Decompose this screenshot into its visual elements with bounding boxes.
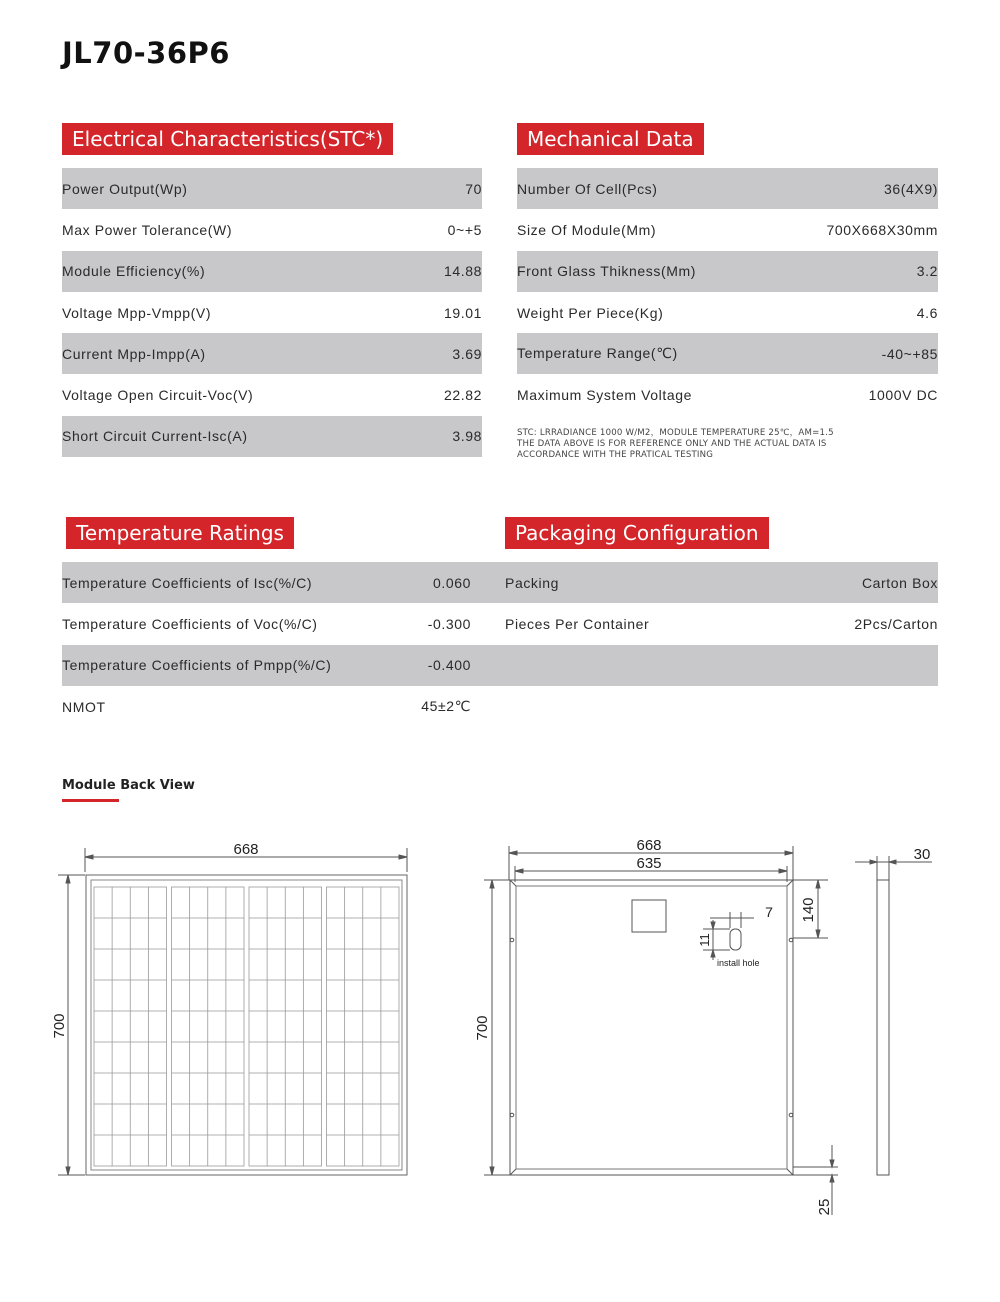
row-label: Power Output(Wp)	[62, 180, 188, 197]
row-label: NMOT	[62, 698, 106, 715]
row-label: Max Power Tolerance(W)	[62, 221, 233, 238]
row-value: 1000V DC	[868, 387, 938, 404]
install-hole-caption: install hole	[717, 958, 760, 968]
row-label: Current Mpp-Impp(A)	[62, 345, 206, 362]
back-panel-drawing	[484, 846, 838, 1215]
row-value: 3.69	[452, 345, 482, 362]
front-width-label: 668	[233, 841, 259, 858]
back-inner-width-label: 635	[636, 855, 662, 872]
back-outer-width-label: 668	[636, 837, 662, 854]
back-height-label: 700	[474, 1015, 491, 1041]
row-value: 700X668X30mm	[826, 221, 938, 238]
row-label: Voltage Mpp-Vmpp(V)	[62, 304, 212, 321]
note-line: THE DATA ABOVE IS FOR REFERENCE ONLY AND THE ACTUAL DATA IS	[517, 439, 827, 450]
row-value: 70	[465, 180, 482, 197]
hole-height-label: 11	[697, 933, 712, 947]
row-value: 45±2℃	[421, 698, 471, 715]
row-label: Weight Per Piece(Kg)	[517, 304, 664, 321]
row-value: 3.2	[916, 263, 938, 280]
front-panel-drawing	[58, 848, 407, 1175]
row-label: Short Circuit Current-Isc(A)	[62, 428, 248, 445]
row-value: 3.98	[452, 428, 482, 445]
front-height-label: 700	[51, 1013, 68, 1039]
row-value: -40~+85	[881, 345, 938, 362]
side-profile-drawing	[855, 856, 932, 1175]
row-value: 0.060	[432, 574, 471, 591]
row-value: 19.01	[443, 304, 482, 321]
row-label: Front Glass Thikness(Mm)	[517, 263, 697, 280]
bottom-offset-label: 25	[816, 1198, 833, 1216]
electrical-heading: Electrical Characteristics(STC*)	[62, 123, 393, 155]
mechanical-heading: Mechanical Data	[517, 123, 704, 155]
model-title: JL70-36P6	[62, 36, 230, 70]
row-label: Temperature Coefficients of Pmpp(%/C)	[62, 657, 332, 674]
note-line: ACCORDANCE WITH THE PRATICAL TESTING	[517, 450, 714, 461]
row-value: 0~+5	[447, 221, 482, 238]
side-thickness-label: 30	[913, 846, 931, 863]
row-label: Size Of Module(Mm)	[517, 221, 657, 238]
row-label: Packing	[505, 574, 560, 591]
packaging-heading: Packaging Configuration	[505, 517, 769, 549]
row-value: 22.82	[443, 387, 482, 404]
hole-width-label: 7	[765, 904, 773, 920]
note-line: STC: LRRADIANCE 1000 W/M2，MODULE TEMPERATURE 25℃，AM=1.5	[517, 428, 834, 438]
row-label: Maximum System Voltage	[517, 387, 693, 404]
temperature-heading: Temperature Ratings	[66, 517, 294, 549]
row-value: 14.88	[443, 263, 482, 280]
row-value: 36(4X9)	[883, 180, 938, 197]
row-label: Voltage Open Circuit-Voc(V)	[62, 387, 254, 404]
row-value: -0.400	[427, 657, 471, 674]
row-label: Module Efficiency(%)	[62, 263, 206, 280]
row-value: Carton Box	[861, 574, 938, 591]
back-view-heading: Module Back View	[62, 778, 195, 793]
row-value: 2Pcs/Carton	[854, 615, 938, 632]
row-label: Temperature Range(℃)	[517, 345, 678, 362]
hole-offset-label: 140	[800, 897, 817, 923]
row-value: 4.6	[916, 304, 938, 321]
row-label: Pieces Per Container	[505, 615, 650, 632]
row-value: -0.300	[427, 615, 471, 632]
row-label: Number Of Cell(Pcs)	[517, 180, 658, 197]
row-label: Temperature Coefficients of Isc(%/C)	[62, 574, 313, 591]
row-label: Temperature Coefficients of Voc(%/C)	[62, 615, 318, 632]
